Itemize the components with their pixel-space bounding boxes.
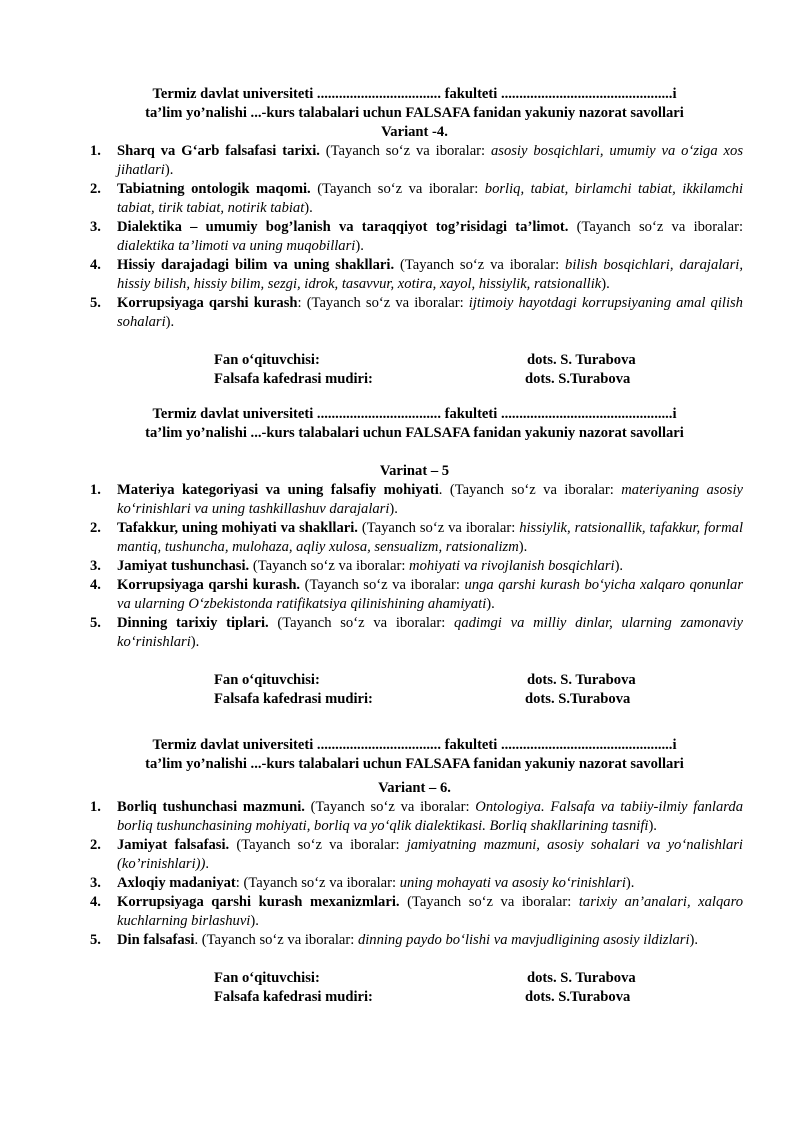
- section-header: [86, 85, 743, 123]
- question-title: Borliq tushunchasi mazmuni.: [117, 799, 305, 815]
- question-number: 1.: [90, 482, 101, 498]
- question-item: [86, 557, 743, 576]
- department-head-name: dots. S.Turabova: [525, 371, 631, 387]
- teacher-role-label: Fan o‘qituvchisi:: [214, 970, 320, 986]
- teacher-name: dots. S. Turabova: [527, 970, 636, 986]
- question-suffix: ).: [389, 501, 398, 517]
- question-item: [86, 180, 743, 218]
- question-title: Korrupsiyaga qarshi kurash.: [117, 577, 301, 593]
- question-number: 2.: [90, 520, 101, 536]
- department-head-name: dots. S.Turabova: [525, 989, 631, 1005]
- question-prefix: (Tayanch so‘z va iboralar:: [568, 219, 744, 235]
- exam-section-variant-4: [86, 85, 743, 389]
- question-number: 4.: [90, 577, 101, 593]
- question-title: Dinning tarixiy tiplari.: [117, 615, 269, 631]
- question-item: [86, 218, 743, 256]
- question-prefix: (Tayanch so‘z va iboralar:: [249, 558, 410, 574]
- question-keywords: bilish bosqichlari, darajalari, hissiy bilish, hissiy bilim, sezgi, idrok, tasavvur, xotira, xayol, hissiylik, ratsionallik: [117, 257, 743, 292]
- question-prefix: (Tayanch so‘z va iboralar:: [319, 143, 491, 159]
- teacher-role-label: Fan o‘qituvchisi:: [214, 352, 320, 368]
- question-keywords: borliq, tabiat, birlamchi tabiat, ikkilamchi tabiat, tirik tabiat, notirik tabiat: [117, 181, 743, 216]
- question-item: [86, 519, 743, 557]
- question-number: 5.: [90, 295, 101, 311]
- question-suffix: ).: [486, 596, 495, 612]
- header-university-line: Termiz davlat universiteti .................................. fakulteti ...............................................i: [152, 406, 677, 422]
- question-item: [86, 614, 743, 652]
- question-number: 3.: [90, 875, 101, 891]
- question-list: [86, 481, 743, 652]
- question-title: Materiya kategoriyasi va uning falsafiy mohiyati: [117, 482, 439, 498]
- header-course-line: ta’lim yo’nalishi ...-kurs talabalari uchun FALSAFA fanidan yakuniy nazorat savollari: [145, 756, 684, 772]
- question-keywords: dinning paydo bo‘lishi va mavjudligining asosiy ildizlari: [357, 932, 690, 948]
- question-suffix: ).: [625, 875, 635, 891]
- question-suffix: ).: [648, 818, 657, 834]
- question-number: 4.: [90, 894, 101, 910]
- question-list: [86, 798, 743, 950]
- question-keywords: dialektika ta’limoti va uning muqobillari: [117, 238, 356, 254]
- question-suffix: ).: [689, 932, 699, 948]
- question-keywords: mohiyati va rivojlanish bosqichlari: [409, 558, 615, 574]
- question-keywords: Ontologiya. Falsafa va tabiiy-ilmiy fanlarda borliq tushunchasining mohiyati, borliq va yo‘qlik dialektikasi. Borliq shakllarining tasnifi: [117, 799, 744, 834]
- signature-block: [86, 351, 743, 389]
- question-item: [86, 931, 743, 950]
- question-prefix: (Tayanch so‘z va iboralar:: [399, 894, 579, 910]
- header-university-line: Termiz davlat universiteti .................................. fakulteti ...............................................i: [152, 86, 677, 102]
- question-item: [86, 256, 743, 294]
- question-number: 3.: [90, 219, 101, 235]
- question-title: Dialektika – umumiy bog’lanish va taraqqiyot tog’risidagi ta’limot.: [117, 219, 569, 235]
- question-suffix: ).: [601, 276, 610, 292]
- signature-block: [86, 671, 743, 709]
- question-keywords: qadimgi va milliy dinlar, ularning zamonaviy ko‘rinishlari: [117, 615, 743, 650]
- question-title: Jamiyat tushunchasi.: [117, 558, 250, 574]
- question-number: 5.: [90, 615, 101, 631]
- question-title: Tafakkur, uning mohiyati va shakllari.: [117, 520, 358, 536]
- question-title: Tabiatning ontologik maqomi.: [117, 181, 311, 197]
- section-header: [86, 405, 743, 443]
- question-item: [86, 142, 743, 180]
- question-number: 2.: [90, 837, 101, 853]
- department-head-name: dots. S.Turabova: [525, 691, 631, 707]
- exam-section-variant-6: [86, 736, 743, 1007]
- question-number: 4.: [90, 257, 101, 273]
- question-prefix: (Tayanch so‘z va iboralar:: [229, 837, 407, 853]
- question-keywords: tarixiy an’analari, xalqaro kuchlarning birlashuvi: [117, 894, 744, 929]
- question-suffix: ).: [614, 558, 624, 574]
- question-keywords: unga qarshi kurash bo‘yicha xalqaro qonunlar va ularning O‘zbekistonda ratifikatsiya qilinishining ahamiyati: [117, 577, 744, 612]
- header-university-line: Termiz davlat universiteti .................................. fakulteti ...............................................i: [152, 737, 677, 753]
- question-suffix: ).: [250, 913, 259, 929]
- question-item: [86, 798, 743, 836]
- question-suffix: .: [205, 856, 210, 872]
- question-prefix: (Tayanch so‘z va iboralar:: [268, 615, 455, 631]
- question-prefix: : (Tayanch so‘z va iboralar:: [235, 875, 400, 891]
- question-title: Axloqiy madaniyat: [117, 875, 236, 891]
- teacher-role-label: Fan o‘qituvchisi:: [214, 672, 320, 688]
- question-prefix: (Tayanch so‘z va iboralar:: [300, 577, 465, 593]
- question-suffix: ).: [164, 162, 174, 178]
- department-head-label: Falsafa kafedrasi mudiri:: [214, 989, 373, 1005]
- header-course-line: ta’lim yo’nalishi ...-kurs talabalari uchun FALSAFA fanidan yakuniy nazorat savollari: [145, 105, 684, 121]
- question-keywords: materiyaning asosiy ko‘rinishlari va uning tashkillashuv darajalari: [117, 482, 743, 517]
- question-prefix: : (Tayanch so‘z va iboralar:: [297, 295, 469, 311]
- question-keywords: uning mohayati va asosiy ko‘rinishlari: [399, 875, 626, 891]
- question-keywords: hissiylik, ratsionallik, tafakkur, formal mantiq, tushuncha, mulohaza, aqliy xulosa, sensualizm, ratsionalizm: [117, 520, 744, 555]
- variant-title: Varinat – 5: [379, 463, 450, 479]
- variant-title: Variant -4.: [381, 124, 448, 140]
- question-item: [86, 576, 743, 614]
- question-list: [86, 142, 743, 332]
- question-number: 1.: [90, 143, 101, 159]
- variant-title: Variant – 6.: [378, 780, 451, 796]
- question-prefix: (Tayanch so‘z va iboralar:: [310, 181, 485, 197]
- question-suffix: ).: [518, 539, 528, 555]
- question-number: 3.: [90, 558, 101, 574]
- question-prefix: (Tayanch so‘z va iboralar:: [394, 257, 566, 273]
- question-title: Korrupsiyaga qarshi kurash: [117, 295, 298, 311]
- question-suffix: ).: [190, 634, 200, 650]
- question-suffix: ).: [165, 314, 175, 330]
- signature-block: [86, 969, 743, 1007]
- question-number: 1.: [90, 799, 101, 815]
- question-suffix: ).: [304, 200, 313, 216]
- section-header: [86, 736, 743, 774]
- question-title: Hissiy darajadagi bilim va uning shakllari.: [117, 257, 395, 273]
- question-keywords: ijtimoiy hayotdagi korrupsiyaning amal qilish sohalari: [117, 295, 743, 330]
- question-title: Din falsafasi: [117, 932, 195, 948]
- question-item: [86, 481, 743, 519]
- question-prefix: (Tayanch so‘z va iboralar:: [304, 799, 476, 815]
- question-item: [86, 836, 743, 874]
- teacher-name: dots. S. Turabova: [527, 352, 636, 368]
- question-title: Korrupsiyaga qarshi kurash mexanizmlari.: [117, 894, 400, 910]
- department-head-label: Falsafa kafedrasi mudiri:: [214, 691, 373, 707]
- department-head-label: Falsafa kafedrasi mudiri:: [214, 371, 373, 387]
- teacher-name: dots. S. Turabova: [527, 672, 636, 688]
- question-number: 5.: [90, 932, 101, 948]
- question-keywords: jamiyatning mazmuni, asosiy sohalari va yo‘nalishlari (ko’rinishlari)): [117, 837, 743, 872]
- question-prefix: . (Tayanch so‘z va iboralar:: [194, 932, 358, 948]
- exam-section-variant-5: [86, 405, 743, 709]
- question-keywords: asosiy bosqichlari, umumiy va o‘ziga xos jihatlari: [117, 143, 743, 178]
- question-item: [86, 874, 743, 893]
- header-course-line: ta’lim yo’nalishi ...-kurs talabalari uchun FALSAFA fanidan yakuniy nazorat savollari: [145, 425, 684, 441]
- question-item: [86, 893, 743, 931]
- question-number: 2.: [90, 181, 101, 197]
- question-item: [86, 294, 743, 332]
- question-title: Sharq va G‘arb falsafasi tarixi.: [117, 143, 320, 159]
- question-prefix: (Tayanch so‘z va iboralar:: [357, 520, 520, 536]
- question-title: Jamiyat falsafasi.: [117, 837, 230, 853]
- question-suffix: ).: [355, 238, 364, 254]
- question-prefix: . (Tayanch so‘z va iboralar:: [438, 482, 622, 498]
